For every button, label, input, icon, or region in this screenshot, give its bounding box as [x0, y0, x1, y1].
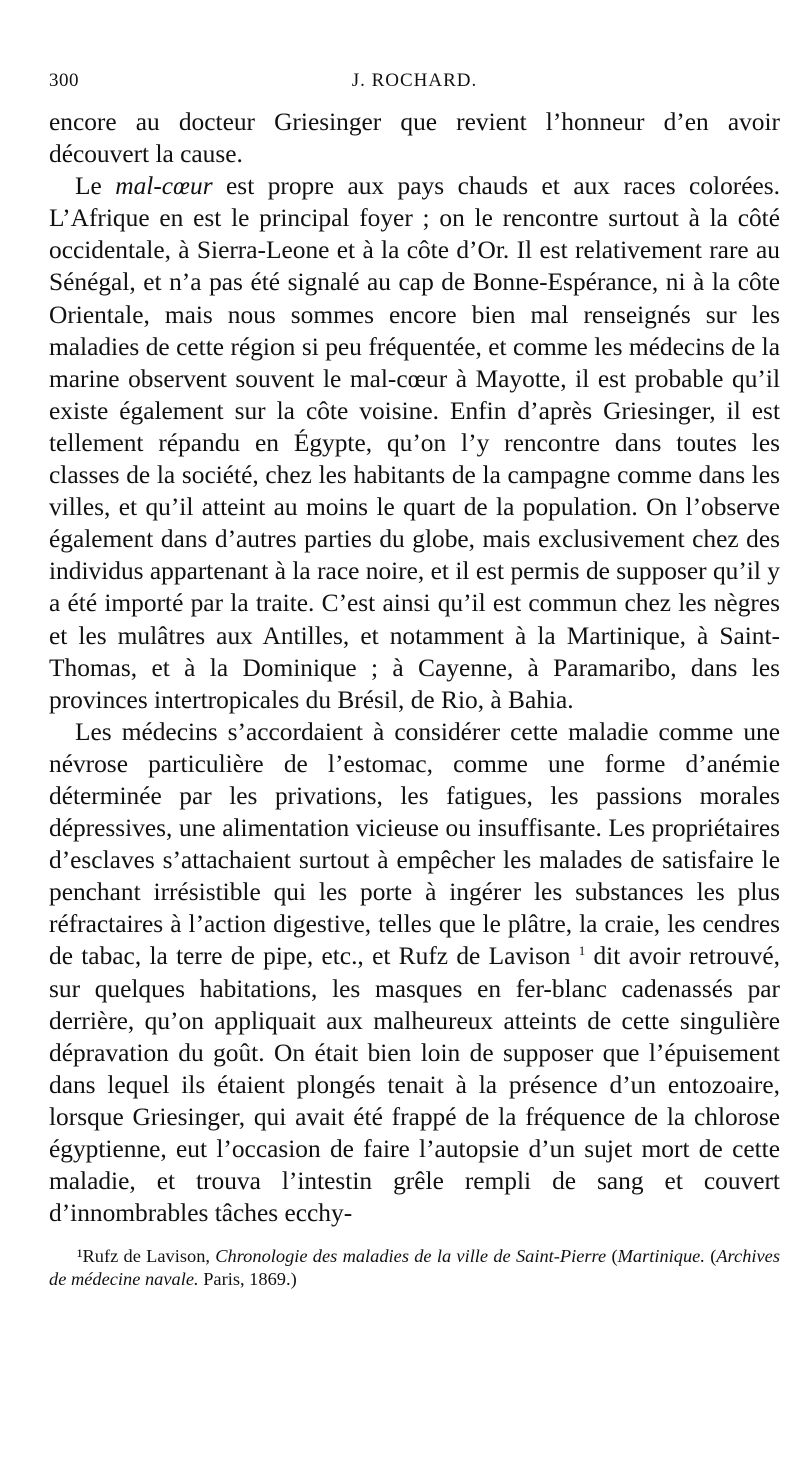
footnote-marker: ¹: [77, 1246, 83, 1267]
footnote-sep-1: (: [606, 1246, 618, 1267]
footnote-title: Chronologie des maladies de la ville de Saint-Pierre: [215, 1246, 607, 1267]
paragraph-2: [49, 170, 780, 716]
footnote-tail: Paris, 1869.): [198, 1269, 297, 1290]
page-number: 300: [49, 70, 79, 91]
running-head: [49, 70, 780, 106]
paragraph-3-part-1: Les médecins s’accordaient à considérer cette maladie comme une névrose particulière de l’estomac, comme une forme d’anémie déterminée par les privations, les fatigues, les passions morales dépressives, une alimentation vicieuse ou insuffisante. Les propriétaires d’esclaves s’attachaient surtout à empêcher les malades de satisfaire le penchant irrésistible qui les porte à ingérer les substances les plus réfractaires à l’action digestive, telles que le plâtre, la craie, les cendres de tabac, la terre de pipe, etc., et Rufz de Lavison: [49, 717, 780, 971]
paragraph-2-rest: est propre aux pays chauds et aux races colorées. L’Afrique en est le principal foyer ; on le rencontre surtout à la côté occidentale, à Sierra-Leone et à la côte d’Or. Il est relativement rare au Sénégal, et n’a pas été signalé au cap de Bonne-Espérance, ni à la côte Orientale, mais nous sommes encore bien mal renseignés sur les maladies de cette région si peu fréquentée, et comme les médecins de la marine observent souvent le mal-cœur à Mayotte, il est probable qu’il existe également sur la côte voisine. Enfin d’après Griesinger, il est tellement répandu en Égypte, qu’on l’y rencontre dans toutes les classes de la société, chez les habitants de la campagne comme dans les villes, et qu’il atteint au moins le quart de la population. On l’observe également dans d’autres parties du globe, mais exclusivement chez des individus appartenant à la race noire, et il est permis de supposer qu’il y a été importé par la traite. C’est ainsi qu’il est commun chez les nègres et les mulâtres aux Antilles, et notamment à la Martinique, à Saint-Thomas, et à la Dominique ; à Cayenne, à Paramaribo, dans les provinces intertropicales du Brésil, de Rio, à Bahia.: [49, 172, 780, 714]
footnote-reference: 1: [578, 943, 586, 959]
body-text: [49, 106, 780, 1229]
footnote-journal: Archives de médecine navale.: [49, 1246, 780, 1290]
paragraph-2-start: Le: [75, 172, 116, 201]
footnote-place: Martinique.: [617, 1246, 705, 1267]
footnote-author: Rufz de Lavison,: [82, 1246, 216, 1267]
footnote: [49, 1245, 780, 1291]
paragraph-2-term: mal-cœur: [115, 172, 213, 201]
paragraph-1: encore au docteur Griesinger que revient l’honneur d’en avoir découvert la cause.: [49, 108, 780, 169]
page: [49, 70, 780, 1291]
paragraph-3-part-2: dit avoir retrouvé, sur quelques habitations, les masques en fer-blanc cadenassés par derrière, qu’on appliquait aux malheureux atteints de cette singulière dépravation du goût. On était bien loin de supposer que l’épuisement dans lequel ils étaient plongés tenait à la présence d’un entozoaire, lorsque Griesinger, qui avait été frappé de la fréquence de la chlorose égyptienne, eut l’occasion de faire l’autopsie d’un sujet mort de cette maladie, et trouva l’intestin grêle rempli de sang et couvert d’innombrables tâches ecchy-: [49, 942, 780, 1228]
paragraph-3: [49, 716, 780, 1230]
running-head-author: J. ROCHARD.: [351, 70, 478, 91]
footnote-sep-2: (: [704, 1246, 717, 1267]
